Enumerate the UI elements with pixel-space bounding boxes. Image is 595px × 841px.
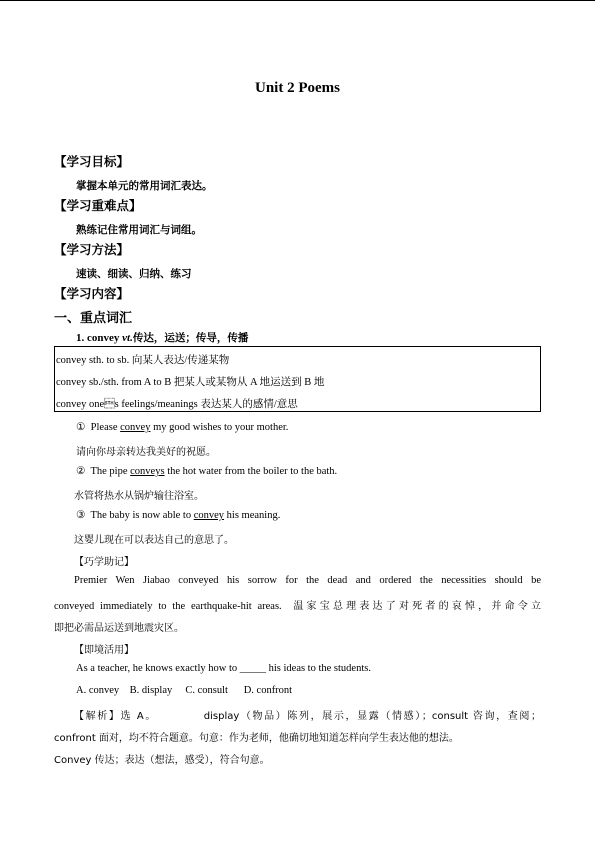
example-text: my good wishes to your mother.	[150, 422, 289, 433]
analysis-line	[54, 707, 541, 722]
example-sentence	[76, 421, 288, 433]
practice-options: A. convey B. display C. consult D. confront	[76, 685, 293, 696]
practice-heading: 【即境活用】	[74, 645, 134, 656]
memory-line-zh: 温家宝总理表达了对死者的哀悼，并命令立	[293, 601, 541, 612]
analysis-line: Convey 传达；表达（想法，感受），符合句意。	[54, 755, 270, 766]
example-keyword: conveys	[130, 466, 165, 477]
example-keyword: convey	[120, 422, 151, 433]
memory-line: Premier Wen Jiabao conveyed his sorrow for the dead and ordered the necessities should be	[74, 575, 541, 586]
vocab-entry	[76, 330, 248, 345]
example-marker: ②	[76, 466, 86, 477]
phrase-line: convey sb./sth. from A to B 把某人或某物从 A 地运送到 B 地	[56, 377, 325, 388]
memory-line: 即把必需品运送到地震灾区。	[54, 623, 184, 634]
content-heading: 【学习内容】	[54, 286, 130, 301]
example-text: Please	[90, 422, 121, 433]
example-marker: ①	[76, 422, 86, 433]
analysis-paragraph	[54, 707, 541, 722]
key-points-text: 熟练记住常用词汇与词组。	[76, 224, 202, 236]
objectives-heading: 【学习目标】	[54, 154, 130, 169]
methods-text: 速读、细读、归纳、练习	[76, 268, 192, 280]
example-text: his meaning.	[224, 510, 281, 521]
memory-paragraph	[54, 575, 541, 586]
vocab-pos: vt.	[122, 332, 133, 344]
example-keyword: convey	[193, 510, 225, 521]
methods-heading: 【学习方法】	[54, 242, 130, 257]
example-sentence	[76, 465, 337, 477]
practice-question: As a teacher, he knows exactly how to _____ his ideas to the students.	[76, 663, 371, 674]
example-text: the hot water from the boiler to the bath.	[164, 466, 338, 477]
top-rule	[0, 0, 595, 1]
example-sentence	[76, 509, 280, 521]
memory-paragraph-2	[54, 597, 541, 612]
objectives-text: 掌握本单元的常用词汇表达。	[76, 180, 213, 192]
example-translation: 这婴儿现在可以表达自己的意思了。	[74, 535, 234, 546]
vocab-word: 1. convey	[76, 332, 123, 344]
phrase-line: convey ones feelings/meanings 表达某人的感情/意思	[56, 399, 298, 410]
page-title: Unit 2 Poems	[255, 80, 340, 96]
memory-line-en: conveyed immediately to the earthquake-hit areas.	[54, 601, 282, 612]
example-translation: 请向你母亲转达我美好的祝愿。	[76, 447, 216, 458]
phrase-line: convey sth. to sb. 向某人表达/传递某物	[56, 355, 230, 366]
analysis-line: confront 面对，均不符合题意。句意：作为老师，他确切地知道怎样向学生表达他的想法。	[54, 733, 459, 744]
memory-line	[54, 597, 541, 612]
example-text: The baby is now able to	[90, 510, 194, 521]
analysis-text: display（物品）陈列，展示，显露（情感）；consult 咨询，查阅；	[203, 711, 542, 722]
example-text: The pipe	[90, 466, 131, 477]
section-heading-vocabulary: 一、重点词汇	[54, 311, 133, 326]
example-marker: ③	[76, 510, 86, 521]
analysis-answer: 选 A。	[120, 711, 158, 722]
vocab-meaning: 传达，运送；传导，传播	[132, 332, 249, 344]
example-translation: 水管将热水从锅炉输往浴室。	[74, 491, 204, 502]
analysis-label: 【解析】	[74, 711, 121, 722]
key-points-heading: 【学习重难点】	[54, 198, 142, 213]
memory-heading: 【巧学助记】	[74, 557, 134, 568]
